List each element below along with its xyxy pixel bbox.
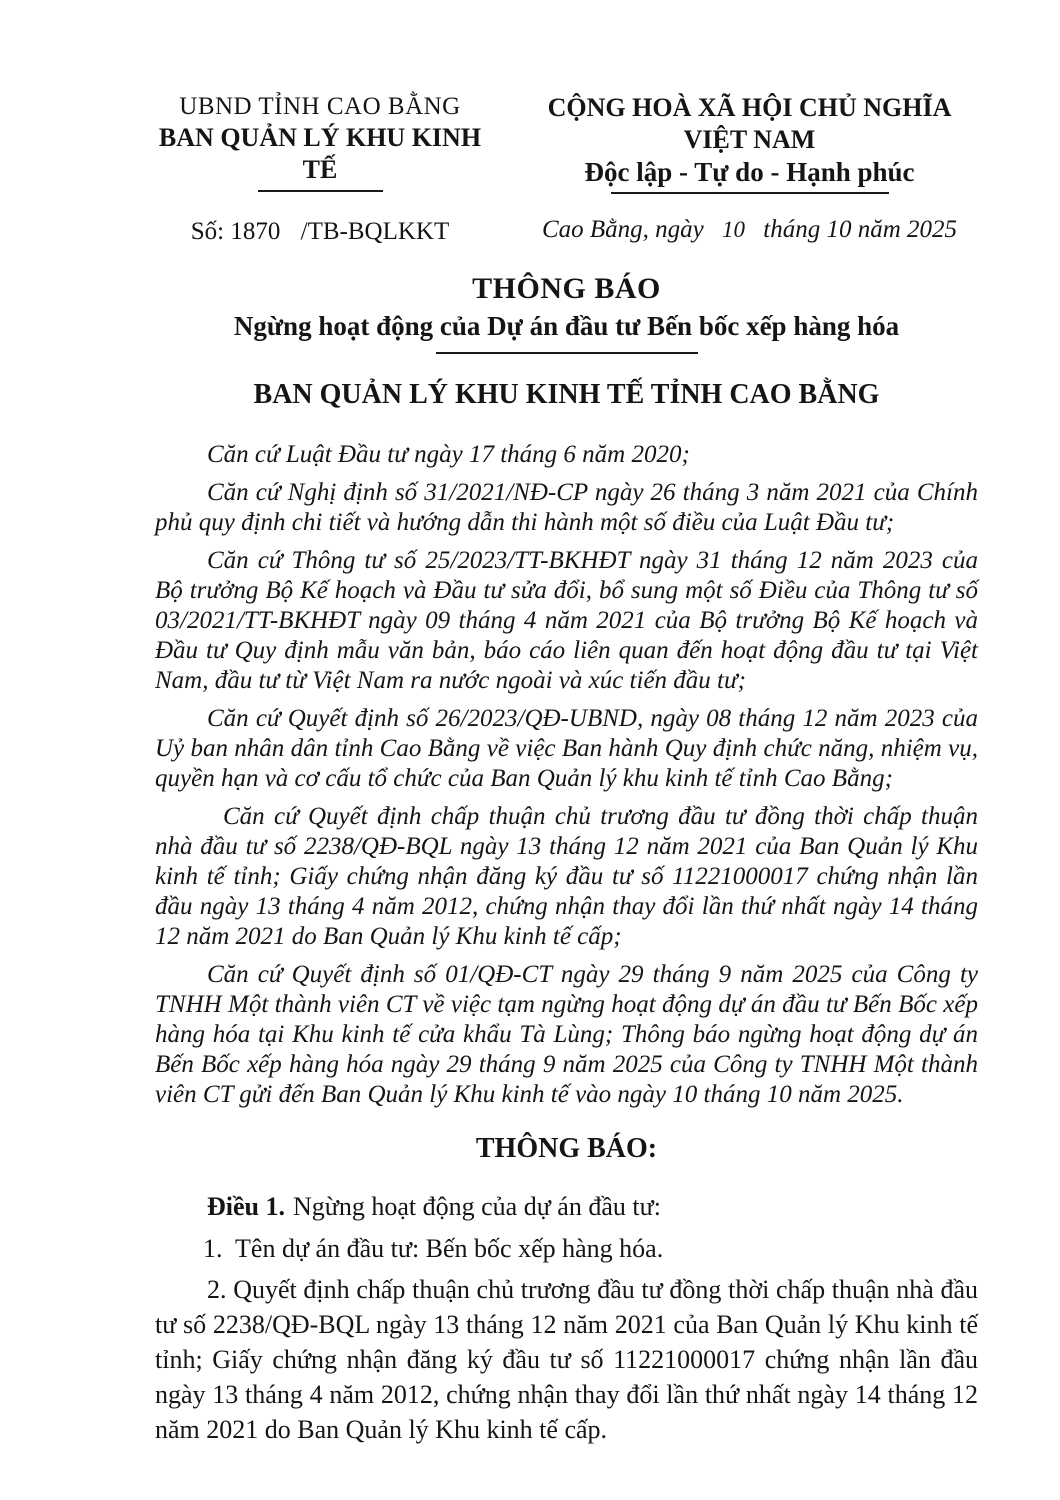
title-divider-rule — [436, 352, 698, 354]
article-1-text: Ngừng hoạt động của dự án đầu tư: — [293, 1192, 661, 1221]
document-header — [155, 92, 978, 246]
recital-paragraph: Căn cứ Quyết định số 01/QĐ-CT ngày 29 tháng 9 năm 2025 của Công ty TNHH Một thành viên CT về việc tạm ngừng hoạt động dự án đầu tư Bến Bốc xếp hàng hóa tại Khu kinh tế cửa khẩu Tà Lùng; Thông báo ngừng hoạt động dự án Bến Bốc xếp hàng hóa ngày 29 tháng 9 năm 2025 của Công ty TNHH Một thành viên CT gửi đến Ban Quản lý Khu kinh tế vào ngày 10 tháng 10 năm 2025. — [155, 961, 978, 1108]
issuer-heading: BAN QUẢN LÝ KHU KINH TẾ TỈNH CAO BẰNG — [253, 379, 880, 410]
document-subtitle: Ngừng hoạt động của Dự án đầu tư Bến bốc xếp hàng hóa — [233, 311, 900, 341]
motto-underline-rule — [611, 192, 889, 194]
recital-paragraph: Căn cứ Quyết định chấp thuận chủ trương đầu tư đồng thời chấp thuận nhà đầu tư số 2238/QĐ-BQL ngày 13 tháng 12 năm 2021 của Ban Quản lý Khu kinh tế tỉnh; Giấy chứng nhận đăng ký đầu tư số 11221000017 chứng nhận lần đầu ngày 13 tháng 4 năm 2012, chứng nhận thay đổi lần thứ nhất ngày 14 tháng 12 năm 2021 do Ban Quản lý Khu kinh tế cấp; — [155, 803, 978, 950]
national-header-block — [485, 92, 978, 244]
place-date-line — [521, 216, 978, 244]
document-body — [155, 440, 978, 1447]
article-1-item-2: 2. Quyết định chấp thuận chủ trương đầu tư đồng thời chấp thuận nhà đầu tư số 2238/QĐ-BQL ngày 13 tháng 12 năm 2021 của Ban Quản lý Khu kinh tế tỉnh; Giấy chứng nhận đăng ký đầu tư số 11221000017 chứng nhận lần đầu ngày 13 tháng 4 năm 2012, chứng nhận thay đổi lần thứ nhất ngày 14 tháng 12 năm 2021 do Ban Quản lý Khu kinh tế cấp. — [155, 1275, 978, 1444]
parent-agency-name: UBND TỈNH CAO BẰNG — [179, 93, 461, 120]
article-1-label: Điều 1. — [207, 1192, 285, 1221]
article-1 — [155, 1190, 978, 1224]
national-title: CỘNG HOÀ XÃ HỘI CHỦ NGHĨA VIỆT NAM — [547, 93, 952, 154]
agency-underline-rule — [258, 190, 383, 192]
recital-paragraph: Căn cứ Luật Đầu tư ngày 17 tháng 6 năm 2020; — [207, 441, 690, 468]
article-1-item-1: 1. Tên dự án đầu tư: Bến bốc xếp hàng hóa. — [203, 1234, 664, 1263]
date-prefix: Cao Bằng, ngày — [541, 216, 704, 243]
issuing-agency-block — [155, 92, 485, 246]
date-day: 10 — [722, 217, 746, 242]
announcement-heading: THÔNG BÁO: — [475, 1133, 658, 1164]
date-suffix: tháng 10 năm 2025 — [763, 216, 958, 243]
recital-paragraph: Căn cứ Thông tư số 25/2023/TT-BKHĐT ngày 31 tháng 12 năm 2023 của Bộ trưởng Bộ Kế hoạch và Đầu tư sửa đổi, bổ sung một số Điều của Thông tư số 03/2021/TT-BKHĐT ngày 09 tháng 4 năm 2021 của Bộ trưởng Bộ Kế hoạch và Đầu tư Quy định mẫu văn bản, báo cáo liên quan đến hoạt động đầu tư tại Việt Nam, đầu tư từ Việt Nam ra nước ngoài và xúc tiến đầu tư; — [155, 547, 978, 694]
document-content — [155, 92, 978, 1447]
issuing-agency-name: BAN QUẢN LÝ KHU KINH TẾ — [158, 123, 482, 184]
recital-paragraph: Căn cứ Nghị định số 31/2021/NĐ-CP ngày 26 tháng 3 năm 2021 của Chính phủ quy định chi tiết và hướng dẫn thi hành một số điều của Luật Đầu tư; — [155, 479, 978, 536]
recital-paragraph: Căn cứ Quyết định số 26/2023/QĐ-UBND, ngày 08 tháng 12 năm 2023 của Uỷ ban nhân dân tỉnh Cao Bằng về việc Ban hành Quy định chức năng, nhiệm vụ, quyền hạn và cơ cấu tổ chức của Ban Quản lý khu kinh tế tỉnh Cao Bằng; — [155, 705, 978, 792]
document-number-line — [155, 218, 485, 246]
document-title: THÔNG BÁO — [472, 272, 661, 305]
document-number: Số: 1870 — [190, 218, 281, 245]
document-number-suffix: /TB-BQLKKT — [300, 218, 450, 245]
title-block — [155, 272, 978, 412]
national-motto: Độc lập - Tự do - Hạnh phúc — [584, 157, 915, 187]
